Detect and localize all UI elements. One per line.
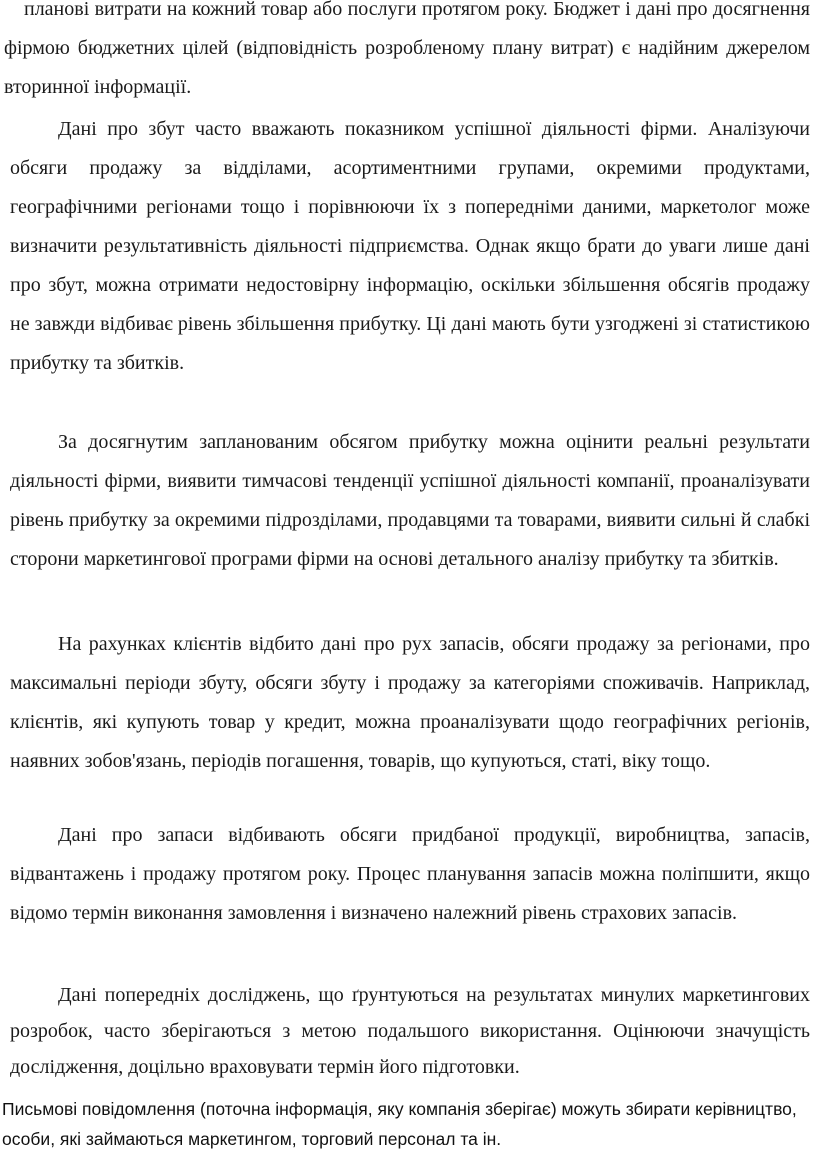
paragraph-profit-data: За досягнутим запланованим обсягом прибутку можна оцінити реальні результати діяльності фірми, виявити тимчасові тенденції успішної діяльності компанії, проаналізувати рівень прибутку за окремими підрозділами, продавцями та товарами, виявити сильні й слабкі сторони маркетингової програми фірми на основі детального аналізу прибутку та збитків. (10, 431, 810, 570)
paragraph-client-accounts: На рахунках клієнтів відбито дані про рух запасів, обсяги продажу за регіонами, про максимальні періоди збуту, обсяги збуту і продажу за категоріями споживачів. Наприклад, клієнтів, які купують товар у кредит, можна проаналізувати щодо географічних регіонів, наявних зобов'язань, періодів погашення, товарів, що купуються, статі, віку тощо. (10, 633, 810, 772)
paragraph-previous-research: Дані попередніх досліджень, що ґрунтуються на результатах минулих маркетингових розробок, часто зберігаються з метою подальшого використання. Оцінюючи значущість дослідження, доцільно враховувати термін його підготовки. (10, 984, 810, 1078)
paragraph-inventory-data: Дані про запаси відбивають обсяги придбаної продукції, виробництва, запасів, відвантажень і продажу протягом року. Процес планування запасів можна поліпшити, якщо відомо термін виконання замовлення і визначено належний рівень страхових запасів. (10, 824, 810, 924)
paragraph-budget-data: планові витрати на кожний товар або послуги протягом року. Бюджет і дані про досягнення фірмою бюджетних цілей (відповідність розробленому плану витрат) є надійним джерелом вторинної інформації. (4, 0, 810, 98)
paragraph-sales-data: Дані про збут часто вважають показником успішної діяльності фірми. Аналізуючи обсяги продажу за відділами, асортиментними групами, окремими продуктами, географічними регіонами тощо і порівнюючи їх з попередніми даними, маркетолог може визначити результативність діяльності підприємства. Однак якщо брати до уваги лише дані про збут, можна отримати недостовірну інформацію, оскільки збільшення обсягів продажу не завжди відбиває рівень збільшення прибутку. Ці дані мають бути узгоджені зі статистикою прибутку та збитків. (10, 118, 810, 374)
paragraph-written-reports: Письмові повідомлення (поточна інформація, яку компанія зберігає) можуть збирати керівництво, особи, які займаються маркетингом, торговий персонал та ін. (2, 1099, 797, 1149)
